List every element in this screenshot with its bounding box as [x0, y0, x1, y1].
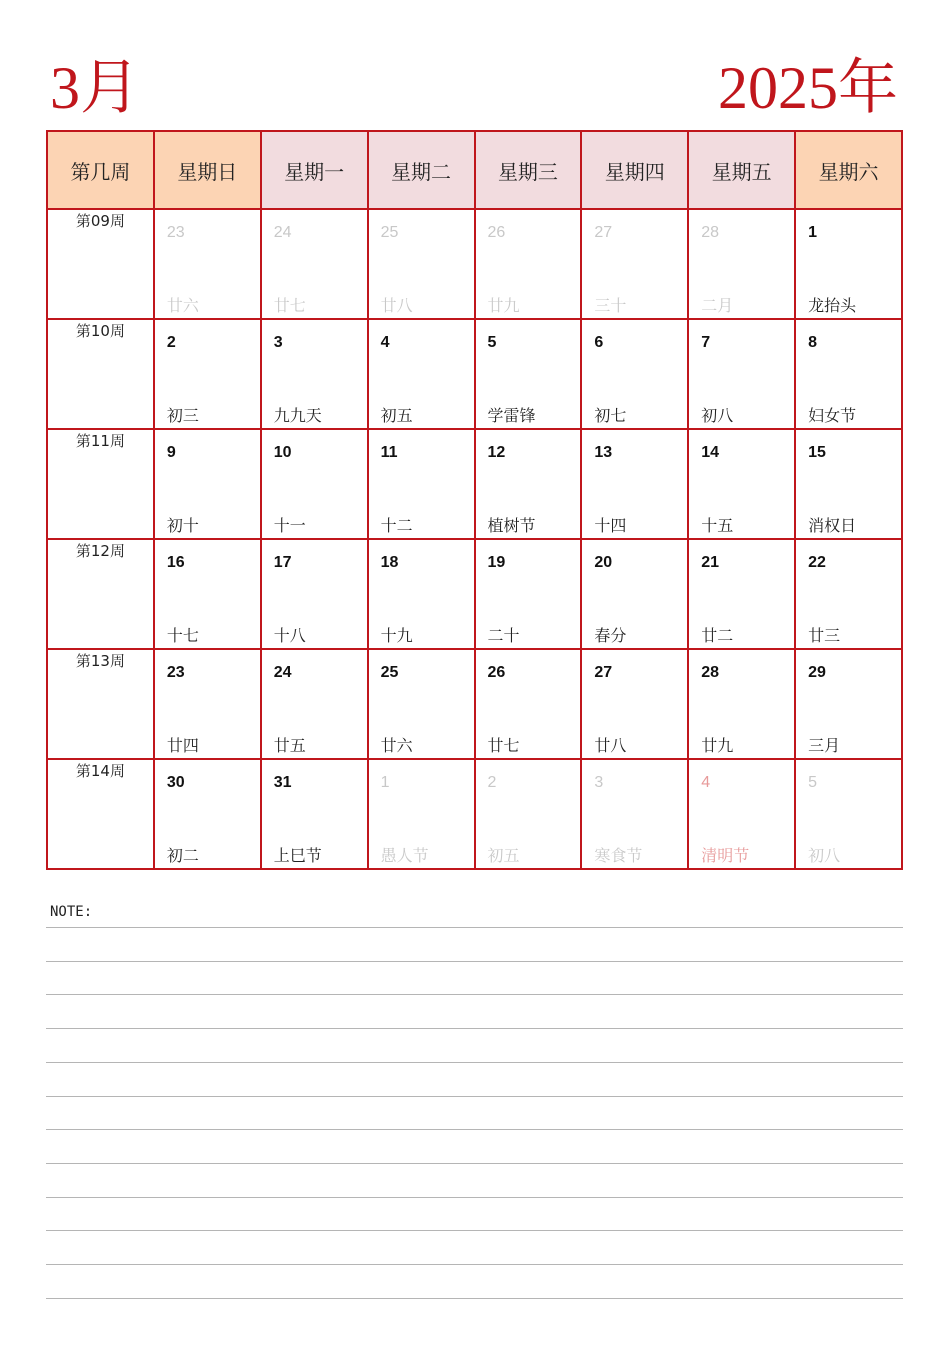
day-number: 2: [487, 774, 497, 791]
lunar-date-label: 廿九: [701, 736, 734, 755]
lunar-date-label: 十一: [273, 516, 306, 535]
note-line: [46, 1163, 903, 1164]
lunar-date-label: 三月: [808, 736, 841, 755]
day-number: 16: [166, 554, 185, 571]
day-number: 4: [380, 334, 390, 351]
lunar-date-label: 寒食节: [594, 846, 643, 865]
day-number: 6: [594, 334, 604, 351]
day-number: 28: [701, 664, 720, 681]
day-cell[interactable]: [368, 759, 475, 869]
day-number: 27: [594, 224, 613, 241]
note-line: [46, 1230, 903, 1231]
day-cell[interactable]: [368, 429, 475, 539]
day-number: 5: [487, 334, 497, 351]
day-cell[interactable]: [261, 429, 368, 539]
lunar-date-label: 妇女节: [808, 406, 857, 425]
lunar-date-label: 植树节: [487, 516, 536, 535]
week-row: [47, 649, 902, 759]
day-cell[interactable]: [475, 649, 582, 759]
day-number: 28: [701, 224, 720, 241]
day-cell[interactable]: [261, 319, 368, 429]
day-cell[interactable]: [368, 539, 475, 649]
day-cell[interactable]: [581, 759, 688, 869]
column-header-saturday: 星期六: [795, 131, 902, 209]
lunar-date-label: 廿九: [487, 296, 520, 315]
day-cell[interactable]: [581, 319, 688, 429]
day-number: 25: [380, 664, 399, 681]
note-line: [46, 1264, 903, 1265]
day-cell[interactable]: [261, 759, 368, 869]
day-cell[interactable]: [688, 429, 795, 539]
note-line: [46, 961, 903, 962]
day-cell[interactable]: [475, 319, 582, 429]
day-cell[interactable]: [154, 209, 261, 319]
lunar-date-label: 廿六: [166, 296, 199, 315]
day-number: 31: [273, 774, 292, 791]
day-cell[interactable]: [154, 759, 261, 869]
note-line: [46, 1129, 903, 1130]
day-cell[interactable]: [261, 209, 368, 319]
lunar-date-label: 初十: [166, 516, 199, 535]
day-number: 30: [166, 774, 185, 791]
column-header-friday: 星期五: [688, 131, 795, 209]
day-cell[interactable]: [581, 209, 688, 319]
calendar-grid: [46, 130, 903, 870]
lunar-date-label: 廿二: [701, 626, 734, 645]
day-number: 26: [487, 664, 506, 681]
day-number: 25: [380, 224, 399, 241]
lunar-date-label: 龙抬头: [808, 296, 857, 315]
lunar-date-label: 十九: [380, 626, 413, 645]
day-number: 20: [594, 554, 613, 571]
lunar-date-label: 清明节: [701, 846, 750, 865]
day-number: 2: [166, 334, 176, 351]
day-number: 14: [701, 444, 720, 461]
lunar-date-label: 上巳节: [273, 846, 322, 865]
day-cell[interactable]: [581, 649, 688, 759]
day-cell[interactable]: [688, 539, 795, 649]
day-cell[interactable]: [795, 759, 902, 869]
column-header-wednesday: 星期三: [475, 131, 582, 209]
day-cell[interactable]: [688, 759, 795, 869]
lunar-date-label: 初三: [166, 406, 199, 425]
day-number: 13: [594, 444, 613, 461]
day-number: 7: [701, 334, 711, 351]
day-cell[interactable]: [154, 539, 261, 649]
week-number-label: 第13周: [47, 649, 154, 759]
day-cell[interactable]: [795, 209, 902, 319]
column-header-week: 第几周: [47, 131, 154, 209]
day-cell[interactable]: [795, 319, 902, 429]
day-cell[interactable]: [688, 209, 795, 319]
lunar-date-label: 十四: [594, 516, 627, 535]
lunar-date-label: 愚人节: [380, 846, 429, 865]
note-label: NOTE:: [50, 904, 93, 920]
day-number: 1: [808, 224, 818, 241]
lunar-date-label: 廿六: [380, 736, 413, 755]
lunar-date-label: 廿七: [487, 736, 520, 755]
lunar-date-label: 廿八: [594, 736, 627, 755]
lunar-date-label: 廿五: [273, 736, 306, 755]
day-cell[interactable]: [475, 759, 582, 869]
lunar-date-label: 廿四: [166, 736, 199, 755]
week-row: [47, 429, 902, 539]
lunar-date-label: 九九天: [273, 406, 322, 425]
week-number-label: 第12周: [47, 539, 154, 649]
day-cell[interactable]: [261, 539, 368, 649]
day-cell[interactable]: [154, 649, 261, 759]
day-cell[interactable]: [688, 649, 795, 759]
month-title: 3月: [50, 55, 140, 121]
day-number: 3: [273, 334, 283, 351]
day-number: 11: [380, 444, 398, 461]
day-number: 15: [808, 444, 826, 461]
lunar-date-label: 春分: [594, 626, 627, 645]
day-number: 3: [594, 774, 604, 791]
day-number: 23: [166, 664, 185, 681]
lunar-date-label: 十七: [166, 626, 199, 645]
lunar-date-label: 廿三: [808, 626, 841, 645]
week-number-label: 第10周: [47, 319, 154, 429]
week-row: [47, 209, 902, 319]
day-number: 5: [808, 774, 818, 791]
day-number: 17: [273, 554, 292, 571]
lunar-date-label: 消权日: [808, 516, 857, 535]
column-header-sunday: 星期日: [154, 131, 261, 209]
lunar-date-label: 十八: [273, 626, 306, 645]
day-number: 19: [487, 554, 506, 571]
day-cell[interactable]: [581, 429, 688, 539]
lunar-date-label: 初八: [701, 406, 734, 425]
week-row: [47, 319, 902, 429]
day-cell[interactable]: [368, 319, 475, 429]
day-number: 26: [487, 224, 506, 241]
lunar-date-label: 学雷锋: [487, 406, 536, 425]
week-row: [47, 759, 902, 869]
day-number: 12: [487, 444, 506, 461]
note-line: [46, 1298, 903, 1299]
day-cell[interactable]: [154, 319, 261, 429]
lunar-date-label: 三十: [594, 296, 627, 315]
day-number: 24: [273, 664, 292, 681]
note-line: [46, 1197, 903, 1198]
lunar-date-label: 十二: [380, 516, 413, 535]
day-cell[interactable]: [154, 429, 261, 539]
day-number: 8: [808, 334, 818, 351]
day-number: 24: [273, 224, 292, 241]
week-number-label: 第09周: [47, 209, 154, 319]
day-number: 21: [701, 554, 720, 571]
lunar-date-label: 二月: [701, 296, 734, 315]
day-number: 22: [808, 554, 826, 571]
day-cell[interactable]: [581, 539, 688, 649]
day-number: 1: [380, 774, 390, 791]
day-number: 27: [594, 664, 613, 681]
note-line: [46, 927, 903, 928]
day-cell[interactable]: [368, 649, 475, 759]
note-line: [46, 994, 903, 995]
note-line: [46, 1028, 903, 1029]
day-cell[interactable]: [795, 539, 902, 649]
lunar-date-label: 初二: [166, 846, 199, 865]
day-cell[interactable]: [795, 649, 902, 759]
lunar-date-label: 十五: [701, 516, 734, 535]
column-header-monday: 星期一: [261, 131, 368, 209]
day-number: 9: [166, 444, 176, 461]
column-header-thursday: 星期四: [581, 131, 688, 209]
column-header-tuesday: 星期二: [368, 131, 475, 209]
day-cell[interactable]: [475, 539, 582, 649]
note-line: [46, 1096, 903, 1097]
week-number-label: 第11周: [47, 429, 154, 539]
day-number: 10: [273, 444, 292, 461]
day-cell[interactable]: [368, 209, 475, 319]
lunar-date-label: 廿八: [380, 296, 413, 315]
lunar-date-label: 二十: [487, 626, 520, 645]
day-number: 4: [701, 774, 711, 791]
day-cell[interactable]: [475, 429, 582, 539]
day-number: 23: [166, 224, 185, 241]
day-number: 29: [808, 664, 826, 681]
day-cell[interactable]: [795, 429, 902, 539]
lunar-date-label: 廿七: [273, 296, 306, 315]
lunar-date-label: 初七: [594, 406, 627, 425]
note-line: [46, 1062, 903, 1063]
day-cell[interactable]: [688, 319, 795, 429]
lunar-date-label: 初五: [380, 406, 413, 425]
day-cell[interactable]: [261, 649, 368, 759]
year-title: 2025年: [718, 55, 898, 121]
week-number-label: 第14周: [47, 759, 154, 869]
lunar-date-label: 初五: [487, 846, 520, 865]
day-number: 18: [380, 554, 399, 571]
day-cell[interactable]: [475, 209, 582, 319]
week-row: [47, 539, 902, 649]
lunar-date-label: 初八: [808, 846, 841, 865]
weekday-header-row: [47, 131, 902, 209]
